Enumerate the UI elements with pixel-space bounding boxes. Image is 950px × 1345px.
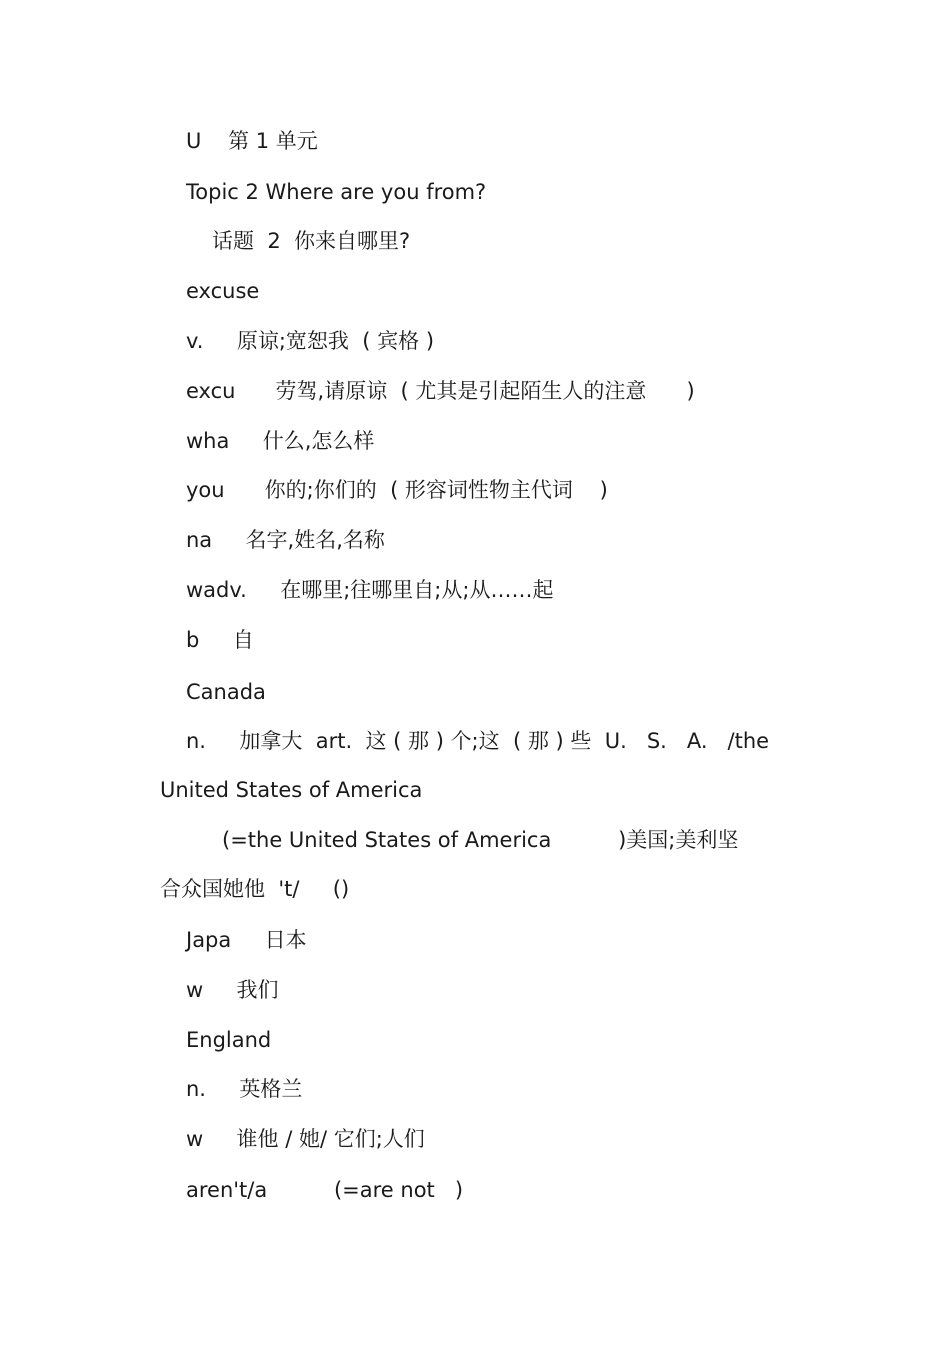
vocab-line: n. 英格兰 bbox=[186, 1077, 303, 1101]
vocab-line: (=the United States of America )美国;美利坚 bbox=[222, 828, 739, 852]
vocab-line: aren't/a (=are not ) bbox=[186, 1178, 464, 1202]
vocab-line: you 你的;你们的 ( 形容词性物主代词 ) bbox=[186, 478, 608, 502]
vocab-line: n. 加拿大 art. 这 ( 那 ) 个;这 ( 那 ) 些 U. S. A. /the bbox=[186, 729, 770, 753]
topic-title-chinese: 话题 2 你来自哪里? bbox=[212, 229, 411, 253]
vocab-line: v. 原谅;宽恕我 ( 宾格 ) bbox=[186, 329, 435, 353]
vocab-line: England bbox=[186, 1028, 272, 1052]
vocab-line: excu 劳驾,请原谅 ( 尤其是引起陌生人的注意 ) bbox=[186, 379, 695, 403]
vocab-line: Canada bbox=[186, 680, 266, 704]
vocab-line: wadv. 在哪里;往哪里自;从;从……起 bbox=[186, 578, 554, 602]
vocab-line: b 自 bbox=[186, 628, 254, 652]
topic-title: Topic 2 Where are you from? bbox=[186, 180, 487, 204]
vocab-line: na 名字,姓名,名称 bbox=[186, 528, 385, 552]
vocab-line: Japa 日本 bbox=[186, 928, 307, 952]
vocab-line: United States of America bbox=[160, 778, 423, 802]
vocab-line: w 我们 bbox=[186, 978, 279, 1002]
vocab-line: w 谁他 / 她/ 它们;人们 bbox=[186, 1127, 425, 1151]
vocab-line: wha 什么,怎么样 bbox=[186, 429, 375, 453]
vocab-line: 合众国她他 't/ () bbox=[160, 877, 350, 901]
vocab-line: excuse bbox=[186, 279, 260, 303]
unit-heading: U 第 1 单元 bbox=[186, 129, 318, 153]
